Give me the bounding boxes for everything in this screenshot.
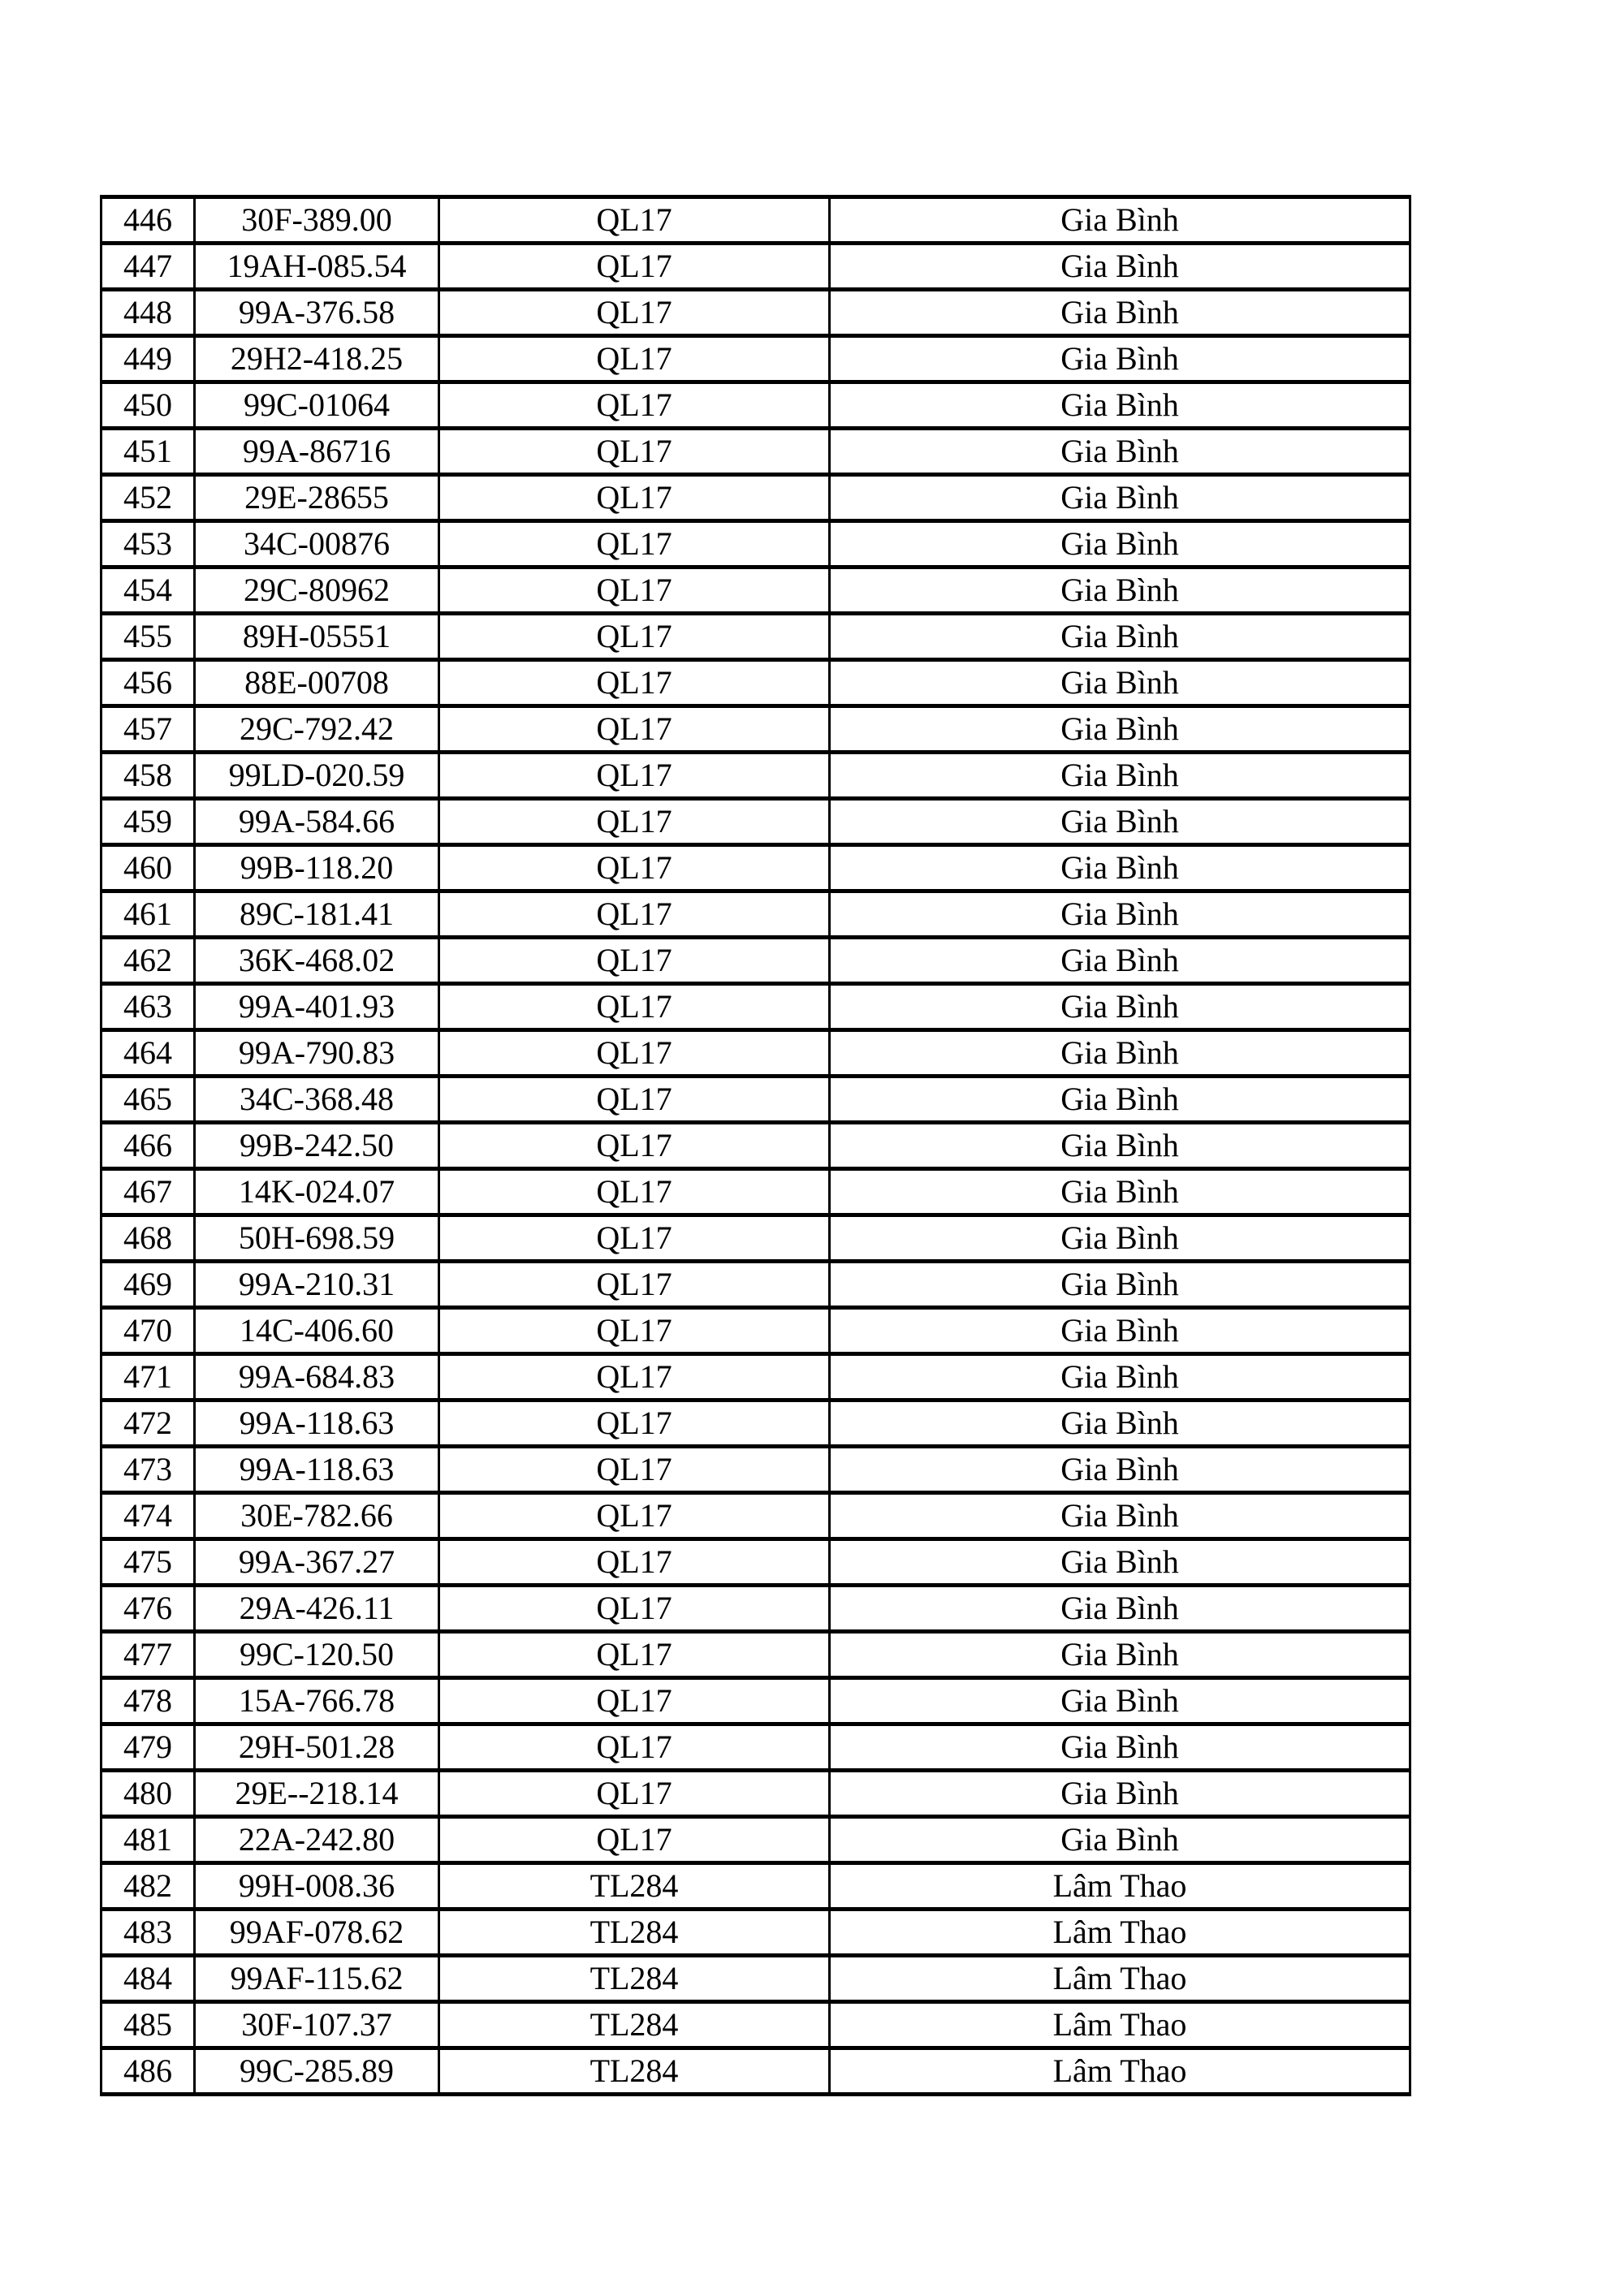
- location-cell: Gia Bình: [830, 1493, 1410, 1539]
- table-row: [102, 1215, 1410, 1262]
- table-row: [102, 799, 1410, 845]
- location-cell: Gia Bình: [830, 1077, 1410, 1123]
- table-row: [102, 1632, 1410, 1678]
- row-index-cell: 449: [102, 336, 195, 382]
- license-plate-cell: 99A-86716: [195, 429, 439, 475]
- license-plate-cell: 99H-008.36: [195, 1863, 439, 1910]
- route-cell: QL17: [439, 336, 830, 382]
- table-row: [102, 1539, 1410, 1586]
- license-plate-cell: 29H2-418.25: [195, 336, 439, 382]
- license-plate-cell: 99A-118.63: [195, 1447, 439, 1493]
- route-cell: QL17: [439, 1308, 830, 1354]
- route-cell: QL17: [439, 660, 830, 706]
- license-plate-cell: 99A-367.27: [195, 1539, 439, 1586]
- vehicle-list-table: [100, 195, 1411, 2096]
- location-cell: Gia Bình: [830, 382, 1410, 429]
- table-row: [102, 1077, 1410, 1123]
- row-index-cell: 469: [102, 1262, 195, 1308]
- license-plate-cell: 19AH-085.54: [195, 244, 439, 290]
- license-plate-cell: 99A-684.83: [195, 1354, 439, 1400]
- table-row: [102, 1586, 1410, 1632]
- route-cell: QL17: [439, 290, 830, 336]
- row-index-cell: 465: [102, 1077, 195, 1123]
- location-cell: Gia Bình: [830, 475, 1410, 521]
- license-plate-cell: 29C-792.42: [195, 706, 439, 753]
- row-index-cell: 448: [102, 290, 195, 336]
- route-cell: QL17: [439, 1447, 830, 1493]
- table-row: [102, 938, 1410, 984]
- location-cell: Gia Bình: [830, 290, 1410, 336]
- table-row: [102, 244, 1410, 290]
- location-cell: Lâm Thao: [830, 2002, 1410, 2048]
- route-cell: QL17: [439, 706, 830, 753]
- location-cell: Lâm Thao: [830, 2048, 1410, 2095]
- row-index-cell: 459: [102, 799, 195, 845]
- table-row: [102, 1030, 1410, 1077]
- route-cell: QL17: [439, 614, 830, 660]
- table-row: [102, 1354, 1410, 1400]
- table-row: [102, 1910, 1410, 1956]
- route-cell: QL17: [439, 1215, 830, 1262]
- table-row: [102, 1956, 1410, 2002]
- row-index-cell: 482: [102, 1863, 195, 1910]
- location-cell: Gia Bình: [830, 1169, 1410, 1215]
- route-cell: QL17: [439, 475, 830, 521]
- route-cell: QL17: [439, 1724, 830, 1771]
- license-plate-cell: 29E-28655: [195, 475, 439, 521]
- location-cell: Gia Bình: [830, 753, 1410, 799]
- license-plate-cell: 88E-00708: [195, 660, 439, 706]
- table-row: [102, 429, 1410, 475]
- route-cell: QL17: [439, 1262, 830, 1308]
- row-index-cell: 480: [102, 1771, 195, 1817]
- license-plate-cell: 89C-181.41: [195, 891, 439, 938]
- row-index-cell: 474: [102, 1493, 195, 1539]
- location-cell: Gia Bình: [830, 1123, 1410, 1169]
- row-index-cell: 451: [102, 429, 195, 475]
- table-row: [102, 197, 1410, 244]
- table-row: [102, 290, 1410, 336]
- row-index-cell: 473: [102, 1447, 195, 1493]
- table-row: [102, 1262, 1410, 1308]
- vehicle-list-table-body: [102, 197, 1410, 2095]
- location-cell: Gia Bình: [830, 706, 1410, 753]
- location-cell: Gia Bình: [830, 799, 1410, 845]
- row-index-cell: 450: [102, 382, 195, 429]
- license-plate-cell: 99A-118.63: [195, 1400, 439, 1447]
- location-cell: Gia Bình: [830, 1262, 1410, 1308]
- route-cell: TL284: [439, 2048, 830, 2095]
- license-plate-cell: 30F-107.37: [195, 2002, 439, 2048]
- route-cell: QL17: [439, 244, 830, 290]
- table-row: [102, 1724, 1410, 1771]
- table-row: [102, 1493, 1410, 1539]
- license-plate-cell: 99LD-020.59: [195, 753, 439, 799]
- row-index-cell: 483: [102, 1910, 195, 1956]
- license-plate-cell: 99C-285.89: [195, 2048, 439, 2095]
- license-plate-cell: 99AF-115.62: [195, 1956, 439, 2002]
- location-cell: Lâm Thao: [830, 1910, 1410, 1956]
- license-plate-cell: 34C-368.48: [195, 1077, 439, 1123]
- row-index-cell: 486: [102, 2048, 195, 2095]
- license-plate-cell: 99C-01064: [195, 382, 439, 429]
- table-row: [102, 521, 1410, 568]
- location-cell: Gia Bình: [830, 660, 1410, 706]
- table-row: [102, 1123, 1410, 1169]
- location-cell: Gia Bình: [830, 1447, 1410, 1493]
- table-row: [102, 660, 1410, 706]
- route-cell: QL17: [439, 1077, 830, 1123]
- route-cell: QL17: [439, 1400, 830, 1447]
- route-cell: QL17: [439, 845, 830, 891]
- location-cell: Gia Bình: [830, 984, 1410, 1030]
- route-cell: QL17: [439, 753, 830, 799]
- table-row: [102, 1400, 1410, 1447]
- route-cell: QL17: [439, 1539, 830, 1586]
- row-index-cell: 464: [102, 1030, 195, 1077]
- row-index-cell: 447: [102, 244, 195, 290]
- location-cell: Gia Bình: [830, 1724, 1410, 1771]
- location-cell: Gia Bình: [830, 521, 1410, 568]
- table-row: [102, 382, 1410, 429]
- route-cell: QL17: [439, 938, 830, 984]
- table-row: [102, 891, 1410, 938]
- route-cell: QL17: [439, 1632, 830, 1678]
- row-index-cell: 460: [102, 845, 195, 891]
- table-row: [102, 1678, 1410, 1724]
- route-cell: QL17: [439, 568, 830, 614]
- row-index-cell: 461: [102, 891, 195, 938]
- route-cell: TL284: [439, 1910, 830, 1956]
- license-plate-cell: 99B-242.50: [195, 1123, 439, 1169]
- license-plate-cell: 34C-00876: [195, 521, 439, 568]
- table-row: [102, 2002, 1410, 2048]
- table-row: [102, 568, 1410, 614]
- license-plate-cell: 36K-468.02: [195, 938, 439, 984]
- location-cell: Gia Bình: [830, 429, 1410, 475]
- license-plate-cell: 30E-782.66: [195, 1493, 439, 1539]
- row-index-cell: 476: [102, 1586, 195, 1632]
- location-cell: Gia Bình: [830, 1586, 1410, 1632]
- row-index-cell: 455: [102, 614, 195, 660]
- license-plate-cell: 99A-584.66: [195, 799, 439, 845]
- row-index-cell: 446: [102, 197, 195, 244]
- route-cell: QL17: [439, 1678, 830, 1724]
- table-row: [102, 753, 1410, 799]
- row-index-cell: 477: [102, 1632, 195, 1678]
- location-cell: Gia Bình: [830, 1030, 1410, 1077]
- location-cell: Gia Bình: [830, 1215, 1410, 1262]
- license-plate-cell: 29E--218.14: [195, 1771, 439, 1817]
- route-cell: QL17: [439, 382, 830, 429]
- table-row: [102, 336, 1410, 382]
- location-cell: Lâm Thao: [830, 1956, 1410, 2002]
- table-row: [102, 614, 1410, 660]
- row-index-cell: 484: [102, 1956, 195, 2002]
- license-plate-cell: 29H-501.28: [195, 1724, 439, 1771]
- row-index-cell: 466: [102, 1123, 195, 1169]
- row-index-cell: 478: [102, 1678, 195, 1724]
- row-index-cell: 485: [102, 2002, 195, 2048]
- route-cell: QL17: [439, 197, 830, 244]
- route-cell: QL17: [439, 1030, 830, 1077]
- location-cell: Gia Bình: [830, 1771, 1410, 1817]
- table-row: [102, 2048, 1410, 2095]
- route-cell: QL17: [439, 1586, 830, 1632]
- location-cell: Gia Bình: [830, 1817, 1410, 1863]
- location-cell: Gia Bình: [830, 614, 1410, 660]
- row-index-cell: 479: [102, 1724, 195, 1771]
- row-index-cell: 475: [102, 1539, 195, 1586]
- location-cell: Gia Bình: [830, 1539, 1410, 1586]
- table-row: [102, 1771, 1410, 1817]
- table-row: [102, 845, 1410, 891]
- license-plate-cell: 14C-406.60: [195, 1308, 439, 1354]
- license-plate-cell: 30F-389.00: [195, 197, 439, 244]
- location-cell: Gia Bình: [830, 1632, 1410, 1678]
- route-cell: QL17: [439, 429, 830, 475]
- license-plate-cell: 99A-210.31: [195, 1262, 439, 1308]
- row-index-cell: 468: [102, 1215, 195, 1262]
- license-plate-cell: 89H-05551: [195, 614, 439, 660]
- row-index-cell: 452: [102, 475, 195, 521]
- row-index-cell: 481: [102, 1817, 195, 1863]
- license-plate-cell: 99A-376.58: [195, 290, 439, 336]
- license-plate-cell: 22A-242.80: [195, 1817, 439, 1863]
- row-index-cell: 470: [102, 1308, 195, 1354]
- license-plate-cell: 50H-698.59: [195, 1215, 439, 1262]
- location-cell: Gia Bình: [830, 938, 1410, 984]
- location-cell: Gia Bình: [830, 1400, 1410, 1447]
- license-plate-cell: 15A-766.78: [195, 1678, 439, 1724]
- license-plate-cell: 99B-118.20: [195, 845, 439, 891]
- route-cell: QL17: [439, 891, 830, 938]
- row-index-cell: 453: [102, 521, 195, 568]
- location-cell: Gia Bình: [830, 1354, 1410, 1400]
- row-index-cell: 463: [102, 984, 195, 1030]
- route-cell: TL284: [439, 1863, 830, 1910]
- route-cell: QL17: [439, 1123, 830, 1169]
- license-plate-cell: 29A-426.11: [195, 1586, 439, 1632]
- route-cell: TL284: [439, 2002, 830, 2048]
- route-cell: QL17: [439, 1169, 830, 1215]
- table-row: [102, 1817, 1410, 1863]
- license-plate-cell: 99AF-078.62: [195, 1910, 439, 1956]
- route-cell: QL17: [439, 984, 830, 1030]
- license-plate-cell: 99A-401.93: [195, 984, 439, 1030]
- table-row: [102, 1863, 1410, 1910]
- row-index-cell: 454: [102, 568, 195, 614]
- row-index-cell: 462: [102, 938, 195, 984]
- location-cell: Lâm Thao: [830, 1863, 1410, 1910]
- license-plate-cell: 14K-024.07: [195, 1169, 439, 1215]
- table-row: [102, 1169, 1410, 1215]
- location-cell: Gia Bình: [830, 244, 1410, 290]
- row-index-cell: 458: [102, 753, 195, 799]
- location-cell: Gia Bình: [830, 1308, 1410, 1354]
- table-row: [102, 475, 1410, 521]
- row-index-cell: 472: [102, 1400, 195, 1447]
- route-cell: QL17: [439, 1493, 830, 1539]
- route-cell: QL17: [439, 799, 830, 845]
- location-cell: Gia Bình: [830, 197, 1410, 244]
- table-row: [102, 1447, 1410, 1493]
- route-cell: QL17: [439, 521, 830, 568]
- license-plate-cell: 99C-120.50: [195, 1632, 439, 1678]
- license-plate-cell: 29C-80962: [195, 568, 439, 614]
- license-plate-cell: 99A-790.83: [195, 1030, 439, 1077]
- table-row: [102, 706, 1410, 753]
- location-cell: Gia Bình: [830, 845, 1410, 891]
- location-cell: Gia Bình: [830, 336, 1410, 382]
- route-cell: QL17: [439, 1817, 830, 1863]
- location-cell: Gia Bình: [830, 568, 1410, 614]
- location-cell: Gia Bình: [830, 1678, 1410, 1724]
- route-cell: TL284: [439, 1956, 830, 2002]
- route-cell: QL17: [439, 1771, 830, 1817]
- route-cell: QL17: [439, 1354, 830, 1400]
- row-index-cell: 457: [102, 706, 195, 753]
- row-index-cell: 456: [102, 660, 195, 706]
- row-index-cell: 467: [102, 1169, 195, 1215]
- table-row: [102, 984, 1410, 1030]
- table-row: [102, 1308, 1410, 1354]
- row-index-cell: 471: [102, 1354, 195, 1400]
- location-cell: Gia Bình: [830, 891, 1410, 938]
